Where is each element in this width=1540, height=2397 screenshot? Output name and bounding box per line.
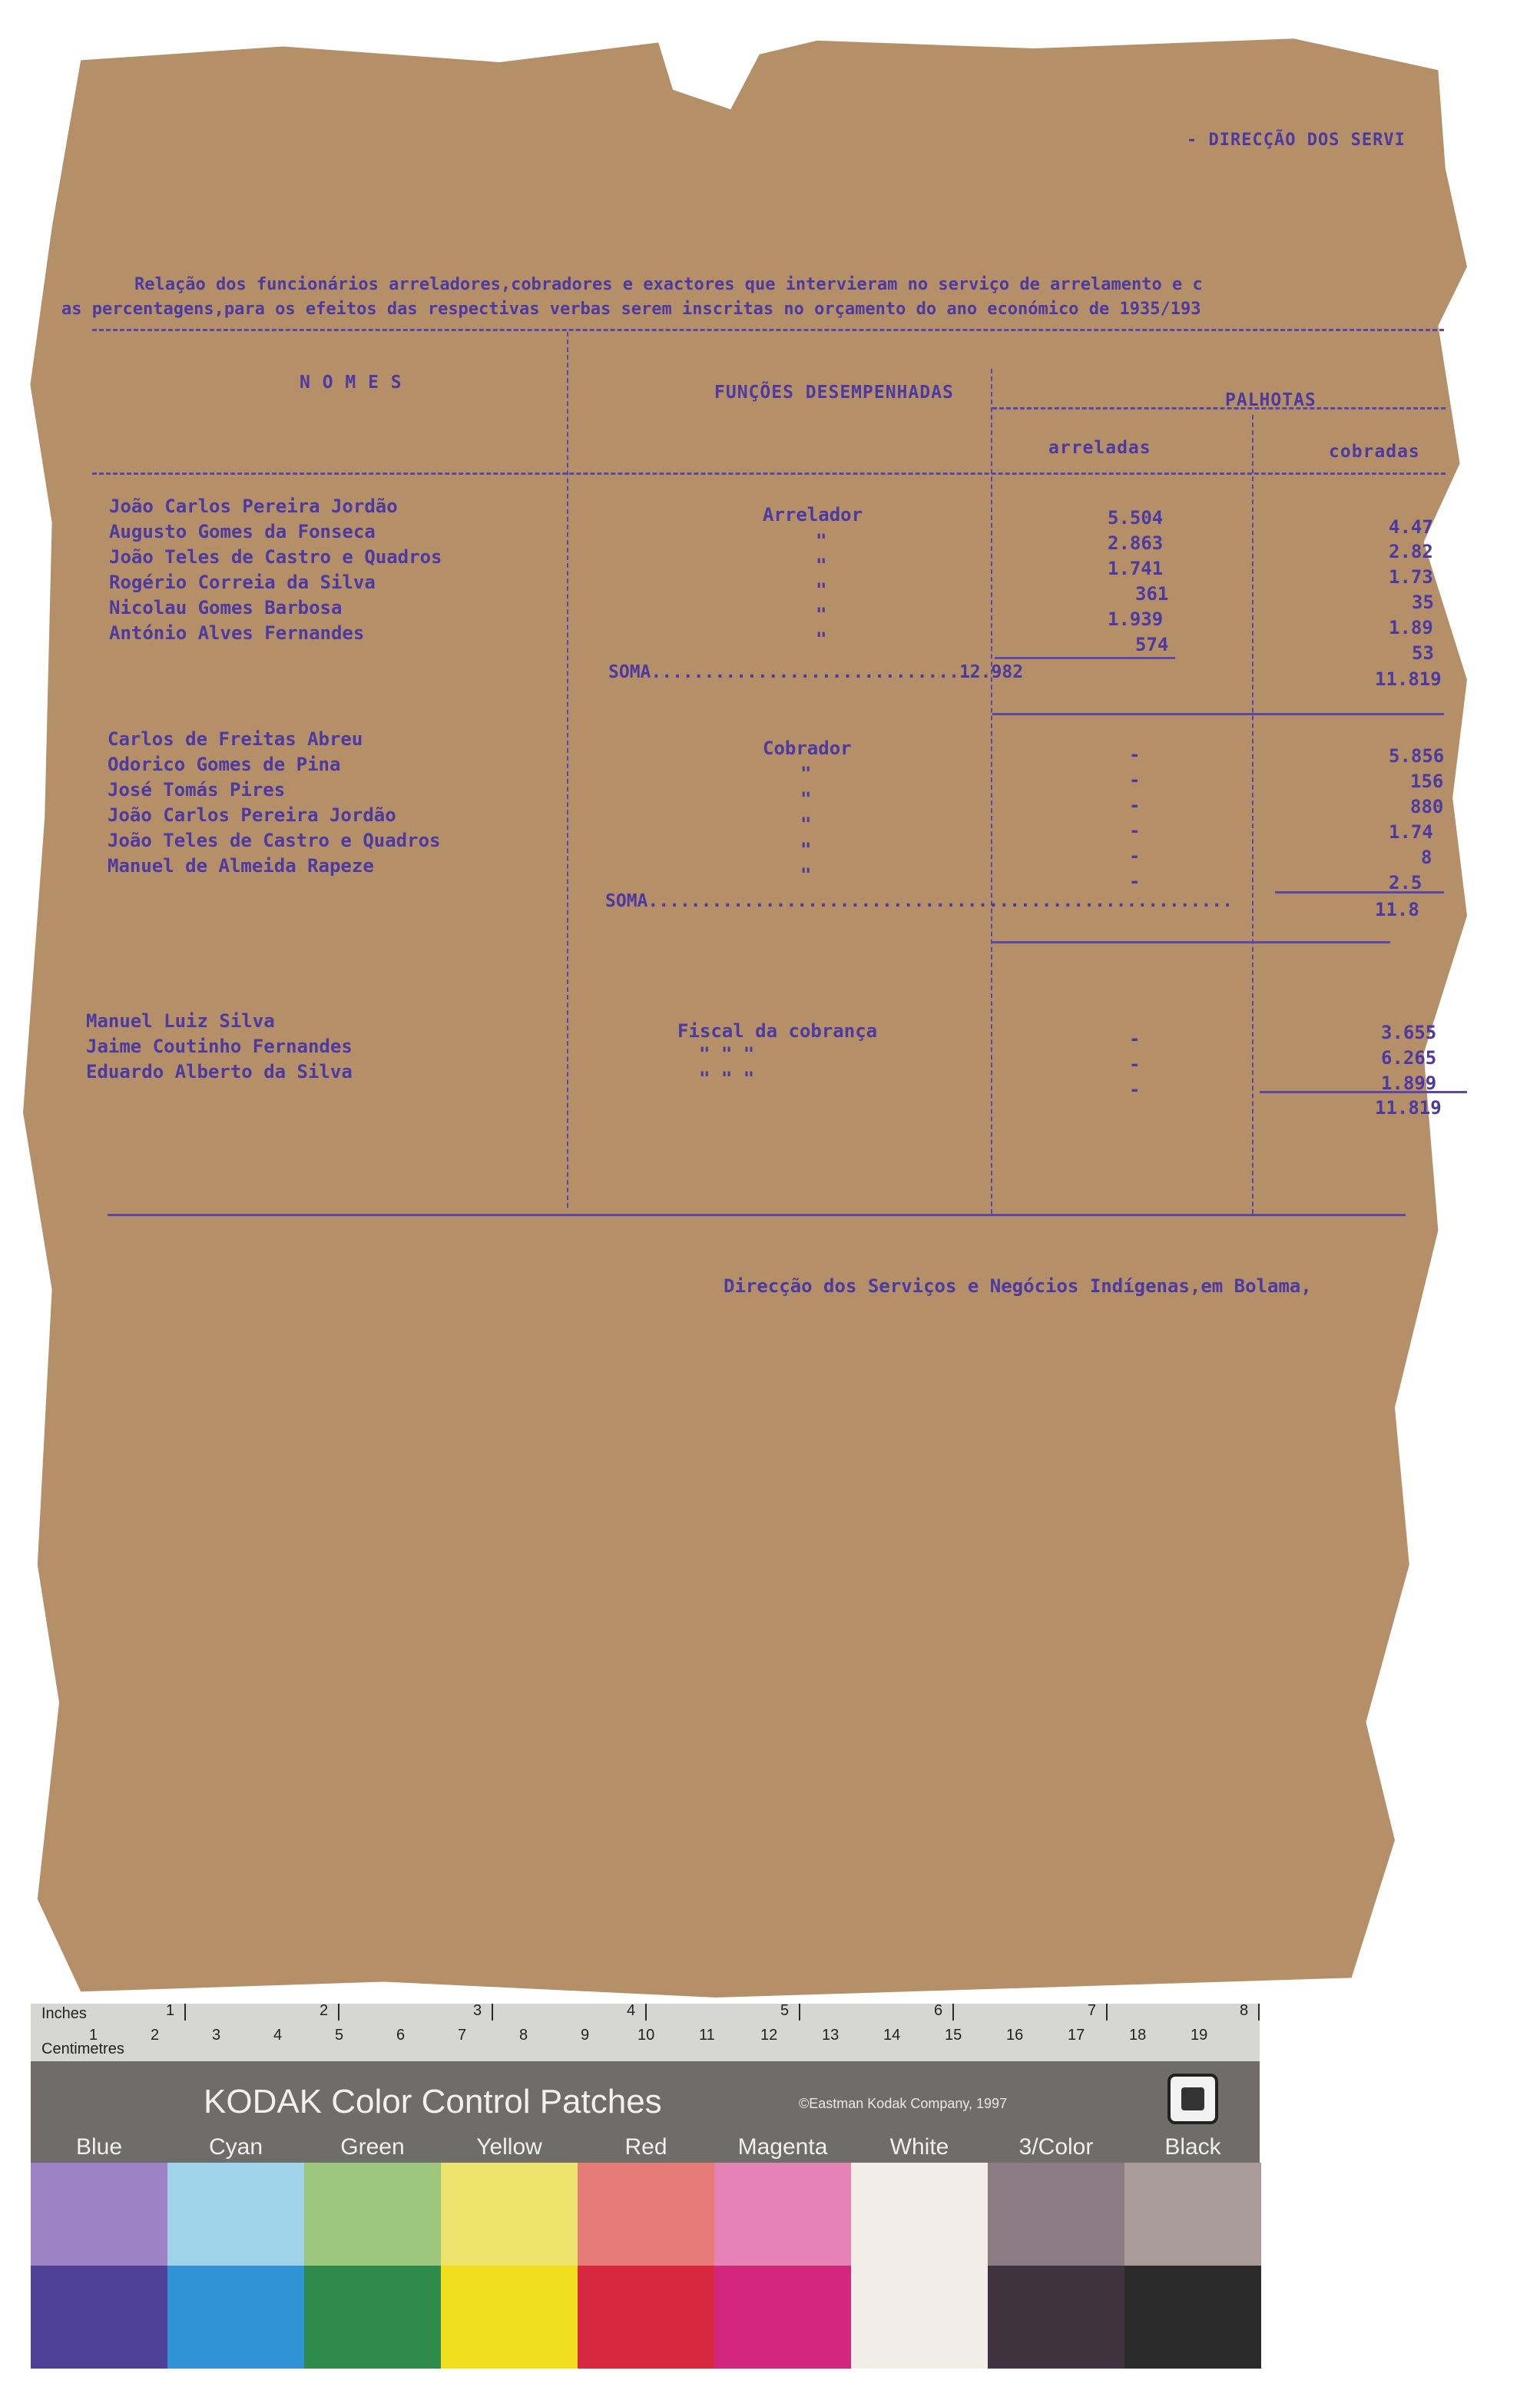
cm-number: 5 — [335, 2027, 344, 2044]
arreladas-cell: 5.504 — [1108, 507, 1164, 529]
inch-number: 8 — [1240, 2002, 1249, 2019]
name-cell: Eduardo Alberto da Silva — [86, 1061, 353, 1082]
cobradas-cell: 2.82 — [1389, 541, 1433, 562]
subtotal-rule — [995, 657, 1175, 659]
name-cell: António Alves Fernandes — [109, 622, 365, 644]
column-palhotas: PALHOTAS — [1225, 390, 1316, 410]
column-cobradas: cobradas — [1329, 442, 1420, 462]
function-cell: " — [800, 814, 812, 835]
color-patch-bottom — [1124, 2266, 1261, 2369]
cobradas-cell: 1.74 — [1389, 821, 1433, 843]
cm-number: 14 — [883, 2027, 901, 2044]
cobradas-cell: 156 — [1410, 771, 1444, 792]
color-patch-bottom — [714, 2266, 851, 2369]
column-divider-2 — [991, 369, 992, 1214]
inch-tick — [184, 2004, 186, 2021]
function-cell: " " " — [699, 1043, 755, 1065]
total-rule — [991, 941, 1390, 943]
kodak-color-strip — [31, 2061, 1260, 2163]
cm-number: 1 — [89, 2027, 98, 2044]
column-divider-1 — [567, 332, 568, 1208]
function-cell: Arrelador — [763, 504, 863, 525]
cobradas-cell: 5.856 — [1389, 745, 1445, 767]
arreladas-cell: 2.863 — [1108, 532, 1164, 554]
color-patch-top — [31, 2163, 167, 2266]
name-cell: João Carlos Pereira Jordão — [108, 804, 396, 826]
inch-tick — [1106, 2004, 1108, 2021]
name-cell: Carlos de Freitas Abreu — [108, 728, 363, 750]
footer-text: Direcção dos Serviços e Negócios Indígenas,em Bolama, — [724, 1275, 1312, 1297]
cm-number: 9 — [581, 2027, 590, 2044]
name-cell: Augusto Gomes da Fonseca — [109, 521, 376, 542]
total-rule — [992, 713, 1444, 715]
cm-number: 2 — [151, 2027, 160, 2044]
color-patches — [31, 2163, 1261, 2369]
function-cell: " — [800, 763, 812, 784]
color-patch-top — [988, 2163, 1124, 2266]
cobradas-cell: 6.265 — [1381, 1047, 1437, 1069]
color-patch-bottom — [304, 2266, 441, 2369]
measurement-ruler — [31, 2004, 1260, 2061]
soma-cobradas: 11.8 — [1375, 899, 1419, 920]
cobradas-cell: 4.47 — [1389, 516, 1433, 538]
inch-tick — [952, 2004, 954, 2021]
arreladas-cell: - — [1129, 820, 1141, 841]
column-nomes: N O M E S — [300, 373, 402, 393]
cm-number: 3 — [212, 2027, 221, 2044]
inch-number: 3 — [473, 2002, 482, 2019]
color-patch-bottom — [851, 2266, 988, 2369]
color-patch-top — [1124, 2163, 1261, 2266]
function-cell: " — [800, 788, 812, 810]
table-bottom-rule — [108, 1214, 1406, 1216]
cm-number: 13 — [822, 2027, 840, 2044]
title-rule — [92, 329, 1444, 331]
cm-number: 17 — [1068, 2027, 1085, 2044]
color-patch-bottom — [988, 2266, 1124, 2369]
patch-name: Yellow — [476, 2134, 542, 2160]
arreladas-cell: - — [1129, 1028, 1141, 1049]
arreladas-cell: - — [1129, 845, 1141, 867]
cobradas-cell: 2.5 — [1389, 872, 1422, 893]
function-cell: " " " — [699, 1068, 755, 1089]
column-divider-3 — [1252, 415, 1254, 1214]
cobradas-cell: 35 — [1412, 592, 1434, 613]
cm-number: 10 — [638, 2027, 655, 2044]
inch-tick — [1258, 2004, 1260, 2021]
name-cell: Rogério Correia da Silva — [109, 572, 376, 593]
soma-row: SOMA....................................................... — [605, 891, 1233, 911]
function-cell: " — [816, 628, 827, 650]
cm-number: 11 — [699, 2027, 715, 2044]
subtotal-rule — [1260, 1091, 1467, 1093]
inch-tick — [645, 2004, 647, 2021]
function-cell: Fiscal da cobrança — [677, 1020, 878, 1042]
patch-name: Red — [624, 2134, 667, 2160]
arreladas-cell: 361 — [1135, 583, 1169, 605]
cm-number: 6 — [396, 2027, 406, 2044]
subtotal-rule — [1275, 891, 1444, 893]
kodak-logo-icon — [1167, 2074, 1218, 2124]
cm-number: 15 — [945, 2027, 962, 2044]
name-cell: Manuel de Almeida Rapeze — [108, 855, 374, 877]
cm-number: 7 — [458, 2027, 467, 2044]
arreladas-cell: 574 — [1135, 634, 1169, 655]
inch-number: 7 — [1088, 2002, 1097, 2019]
palhotas-rule — [992, 407, 1446, 409]
inch-number: 4 — [627, 2002, 636, 2019]
function-cell: " — [816, 530, 827, 552]
cm-number: 4 — [273, 2027, 283, 2044]
cobradas-cell: 880 — [1410, 796, 1444, 817]
patch-name: 3/Color — [1018, 2134, 1094, 2160]
soma-cobradas: 11.819 — [1375, 1097, 1442, 1119]
patch-name: Green — [340, 2134, 405, 2160]
inch-number: 2 — [320, 2002, 329, 2019]
name-cell: José Tomás Pires — [108, 779, 286, 801]
title-line-1: Relação dos funcionários arreladores,cobradores e exactores que intervieram no serviço de arrelamento e c — [134, 275, 1203, 294]
function-cell: " — [800, 864, 812, 886]
function-cell: " — [816, 604, 827, 625]
color-patch-bottom — [441, 2266, 578, 2369]
name-cell: Odorico Gomes de Pina — [108, 754, 341, 775]
arreladas-cell: - — [1129, 870, 1141, 892]
arreladas-cell: - — [1129, 1053, 1141, 1075]
cobradas-cell: 1.899 — [1381, 1073, 1437, 1094]
kodak-copyright: ©Eastman Kodak Company, 1997 — [799, 2096, 1008, 2111]
inch-tick — [492, 2004, 493, 2021]
function-cell: " — [816, 579, 827, 601]
cm-number: 8 — [519, 2027, 528, 2044]
cm-number: 16 — [1006, 2027, 1024, 2044]
color-patch-top — [578, 2163, 714, 2266]
soma-cobradas: 11.819 — [1375, 668, 1442, 690]
color-patch-top — [441, 2163, 578, 2266]
inch-number: 1 — [166, 2002, 175, 2019]
patch-name: Magenta — [737, 2134, 828, 2160]
inch-number: 6 — [934, 2002, 943, 2019]
cm-number: 18 — [1129, 2027, 1147, 2044]
color-patch-top — [304, 2163, 441, 2266]
arreladas-cell: 1.741 — [1108, 558, 1164, 579]
name-cell: João Carlos Pereira Jordão — [109, 496, 398, 517]
arreladas-cell: - — [1129, 769, 1141, 791]
inch-tick — [338, 2004, 339, 2021]
cobradas-cell: 1.73 — [1389, 566, 1433, 588]
color-patch-bottom — [31, 2266, 167, 2369]
function-cell: " — [816, 555, 827, 576]
cobradas-cell: 53 — [1412, 642, 1434, 664]
patch-name: White — [889, 2134, 949, 2160]
patch-name: Black — [1164, 2134, 1221, 2160]
header-text: - DIRECÇÃO DOS SERVI — [1187, 131, 1406, 150]
name-cell: João Teles de Castro e Quadros — [108, 830, 441, 851]
patch-name: Cyan — [208, 2134, 263, 2160]
ruler-cm-label: Centimetres — [41, 2041, 124, 2057]
arreladas-cell: - — [1129, 794, 1141, 816]
cm-number: 12 — [760, 2027, 778, 2044]
color-patch-bottom — [578, 2266, 714, 2369]
cobradas-cell: 8 — [1421, 847, 1432, 868]
cobradas-cell: 3.655 — [1381, 1022, 1437, 1043]
color-patch-top — [167, 2163, 304, 2266]
inch-tick — [799, 2004, 800, 2021]
arreladas-cell: - — [1129, 1079, 1141, 1100]
color-patch-bottom — [167, 2266, 304, 2369]
cm-number: 19 — [1191, 2027, 1208, 2044]
color-patch-top — [851, 2163, 988, 2266]
name-cell: Manuel Luiz Silva — [86, 1010, 275, 1032]
function-cell: Cobrador — [763, 738, 852, 759]
function-cell: " — [800, 839, 812, 860]
header-rule — [92, 472, 1446, 475]
kodak-title: KODAK Color Control Patches — [204, 2083, 662, 2120]
patch-name: Blue — [75, 2134, 123, 2160]
ruler-inches-label: Inches — [41, 2005, 87, 2022]
cobradas-cell: 1.89 — [1389, 617, 1433, 638]
soma-row: SOMA.............................12.982 — [608, 662, 1024, 682]
name-cell: João Teles de Castro e Quadros — [109, 546, 442, 568]
title-line-2: as percentagens,para os efeitos das respectivas verbas serem inscritas no orçamento do ano económico de 1935/193 — [61, 300, 1201, 319]
inch-number: 5 — [780, 2002, 790, 2019]
arreladas-cell: 1.939 — [1108, 608, 1164, 630]
arreladas-cell: - — [1129, 744, 1141, 765]
name-cell: Jaime Coutinho Fernandes — [86, 1036, 353, 1057]
column-arreladas: arreladas — [1048, 438, 1151, 458]
color-patch-top — [714, 2163, 851, 2266]
name-cell: Nicolau Gomes Barbosa — [109, 597, 343, 618]
column-funcoes: FUNÇÕES DESEMPENHADAS — [714, 383, 954, 403]
